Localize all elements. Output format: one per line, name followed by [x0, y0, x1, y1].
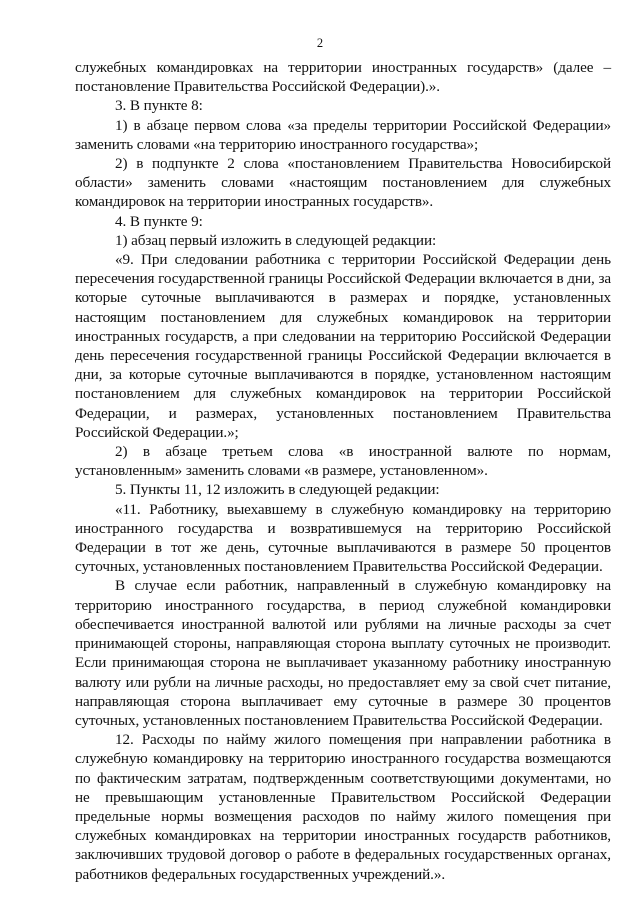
- paragraph: 4. В пункте 9:: [115, 212, 203, 230]
- paragraph: 1) в абзаце первом слова «за пределы территории Российской Федерации» заменить словами «на территорию иностранного государства»;: [75, 116, 611, 153]
- paragraph: «11. Работнику, выехавшему в служебную командировку на территорию иностранного государства и возвратившемуся на территорию Российской Федерации в тот же день, суточные выплачиваются в размере 50 процентов суточных, установленных постановлением Правительства Российской Федерации.: [75, 500, 611, 576]
- paragraph: 5. Пункты 11, 12 изложить в следующей редакции:: [115, 481, 440, 499]
- paragraph: 12. Расходы по найму жилого помещения при направлении работника в служебную командировку на территорию иностранного государства возмещаются по фактическим затратам, подтвержденным соответствующими документами, но не превышающим установленные Правительством Российской Федерации предельные нормы возмещения расходов по найму жилого помещения при служебных командировках на территории иностранных государств работников, заключивших трудовой договор о работе в федеральных государственных органах, работников федеральных государственных учреждений.».: [75, 731, 611, 883]
- paragraph: 2) в подпункте 2 слова «постановлением Правительства Новосибирской области» заменить словами «настоящим постановлением для служебных командировок на территории иностранных государств».: [75, 155, 611, 211]
- paragraph: В случае если работник, направленный в служебную командировку на территорию иностранного государства, в период служебной командировки обеспечивается иностранной валютой или рублями на личные расходы за счет принимающей стороны, направляющая сторона выплату суточных не производит. Если принимающая сторона не выплачивает указанному работнику иностранную валюту или рубли на личные расходы, но предоставляет ему за свой счет питание, направляющая сторона выплачивает ему суточные в размере 30 процентов суточных, установленных постановлением Правительства Российской Федерации.: [75, 577, 611, 729]
- paragraph: 1) абзац первый изложить в следующей редакции:: [115, 231, 437, 249]
- paragraph: «9. При следовании работника с территории Российской Федерации день пересечения государственной границы Российской Федерации включается в дни, за которые суточные выплачиваются в размерах и порядке, установленных настоящим постановлением для служебных командировок на территории иностранных государств, а при следовании на территорию Российской Федерации день пересечения государственной границы Российской Федерации включается в дни, за которые суточные выплачиваются в порядке, установленном настоящим постановлением для служебных командировок на территории Российской Федерации, и размерах, установленных постановлением Правительства Российской Федерации.»;: [75, 251, 611, 441]
- document-body: [75, 58, 611, 884]
- paragraph: 2) в абзаце третьем слова «в иностранной валюте по нормам, установленным» заменить словами «в размере, установленном».: [75, 443, 611, 480]
- page-number: 2: [316, 36, 324, 50]
- paragraph: 3. В пункте 8:: [115, 97, 203, 115]
- paragraph: служебных командировках на территории иностранных государств» (далее – постановление Правительства Российской Федерации).».: [75, 59, 611, 96]
